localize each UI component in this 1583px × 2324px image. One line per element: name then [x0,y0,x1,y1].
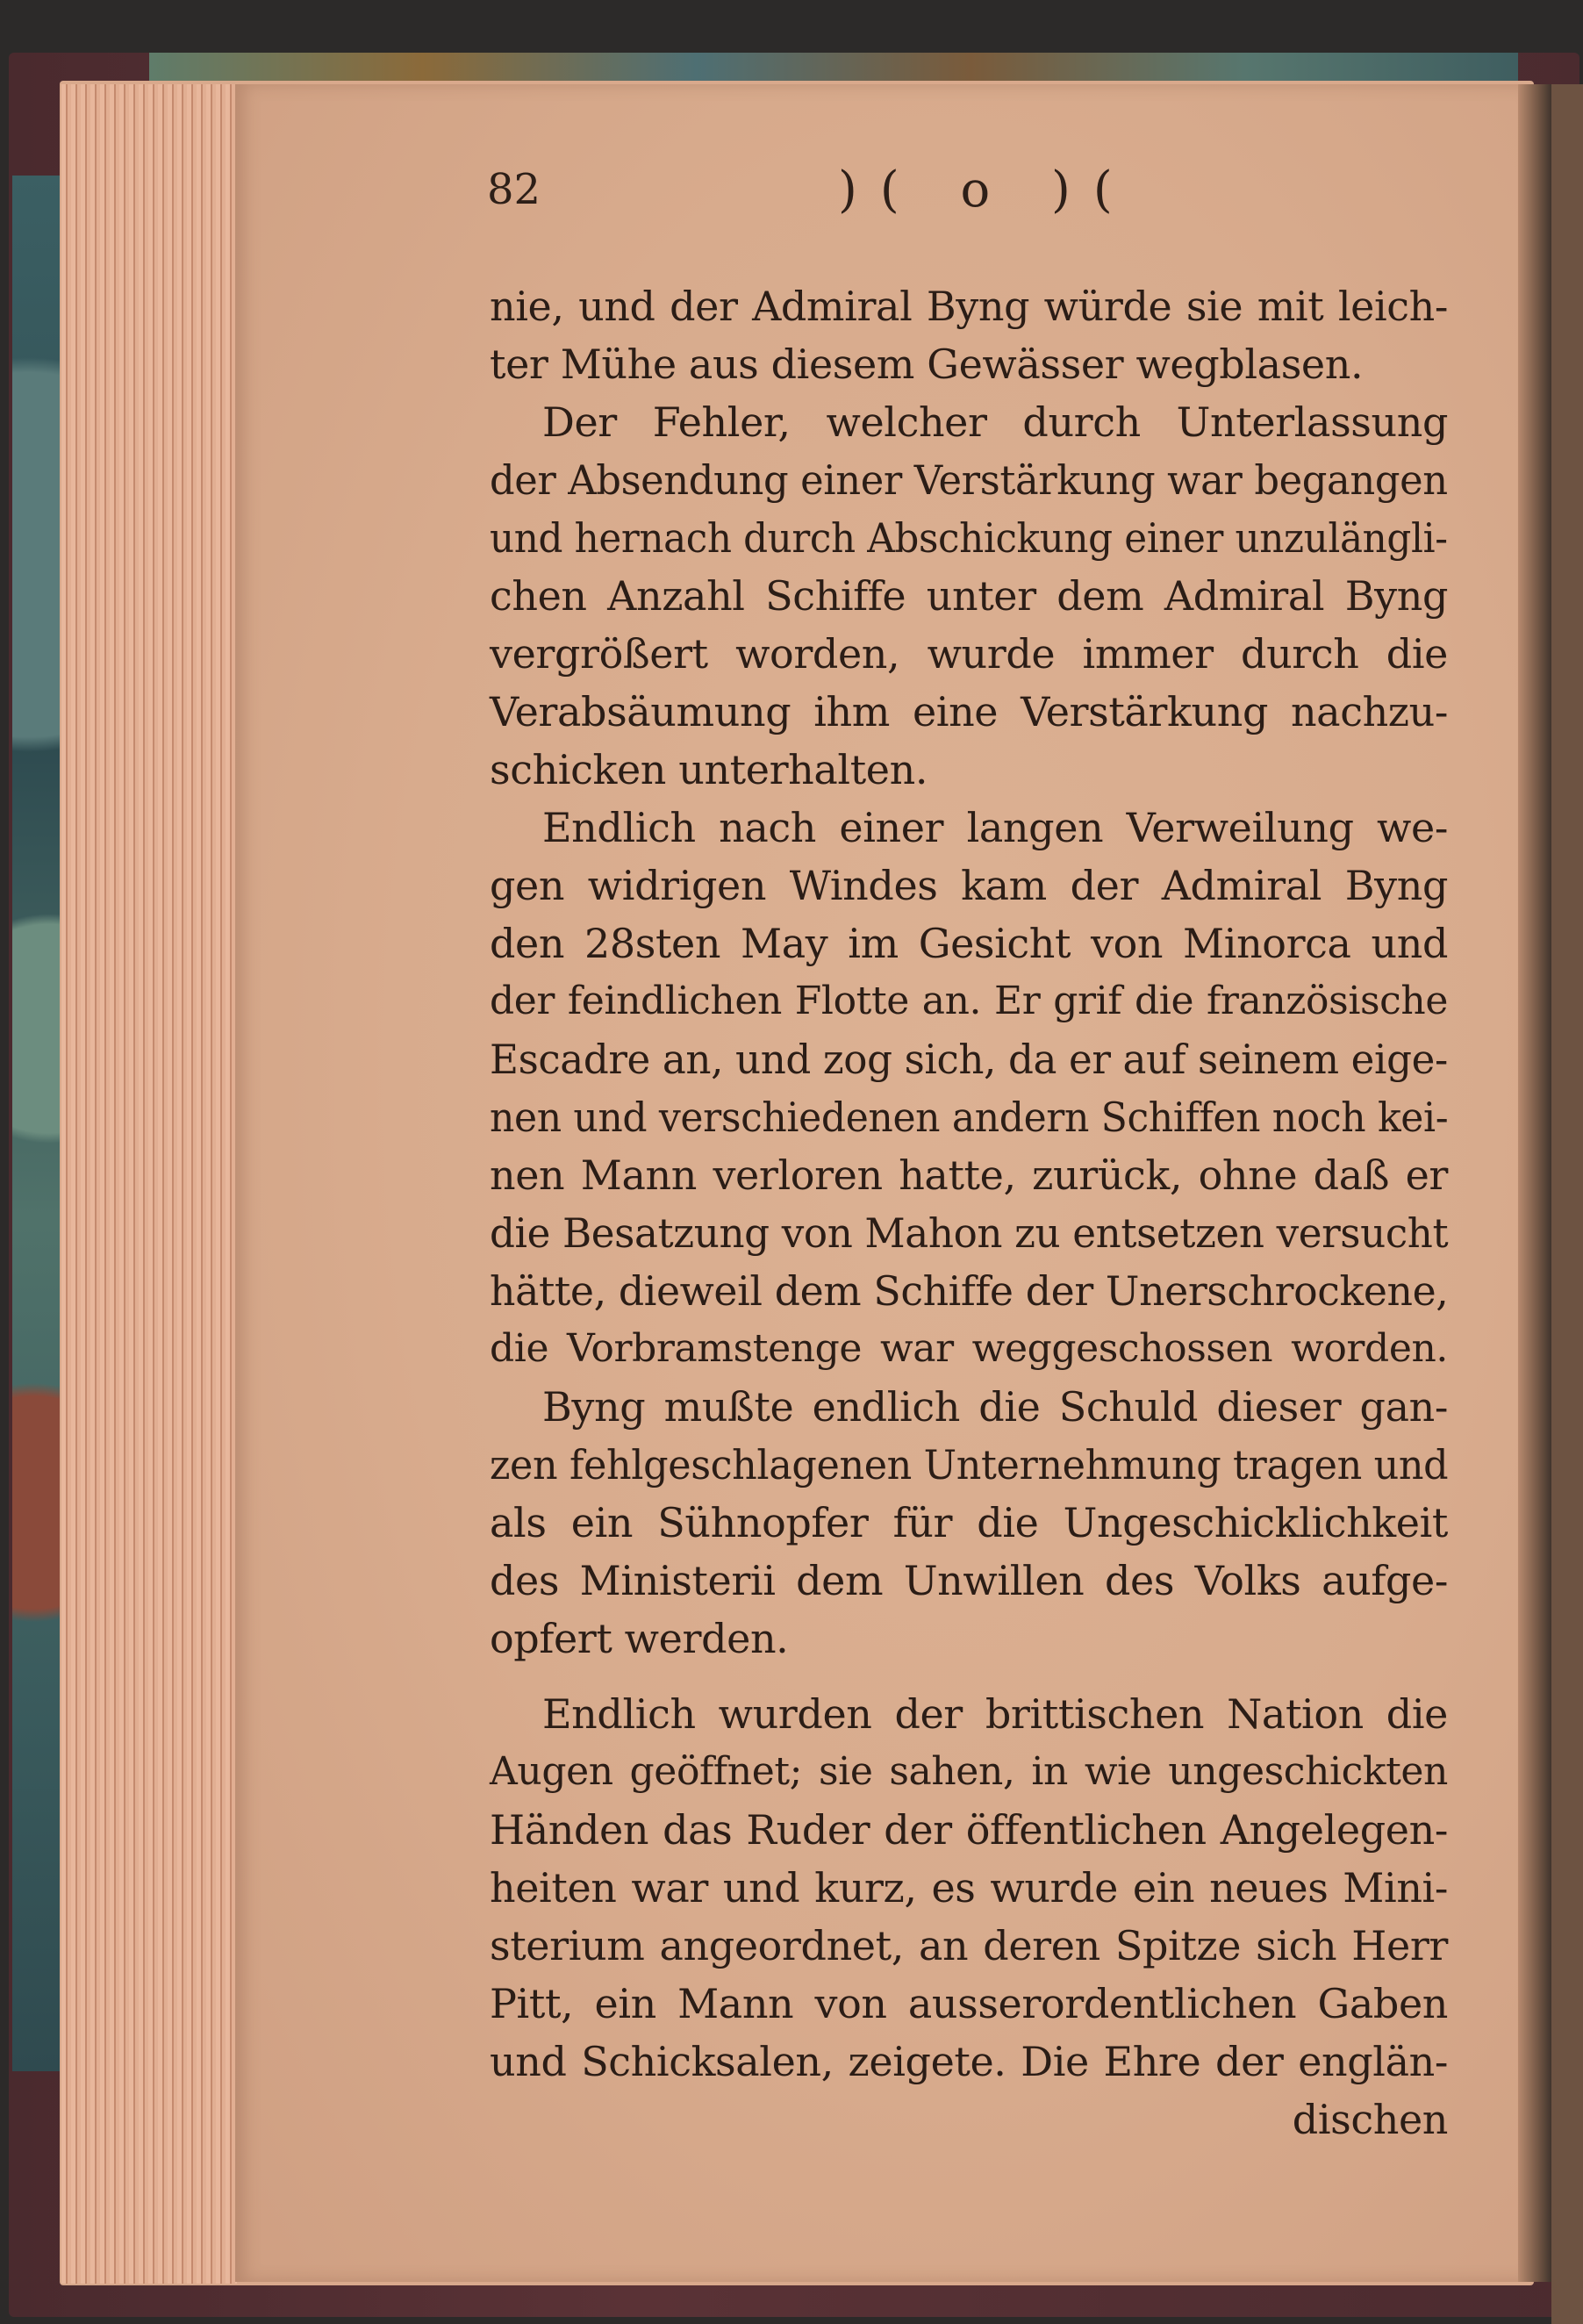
page-gutter [1518,84,1553,2282]
catchword: dischen [1292,2096,1448,2143]
text-line: Escadre an, und zog sich, da er auf seinem eige- [490,1036,1448,1083]
text-line: die Vorbramstenge war weggeschossen worden. [490,1326,1448,1371]
text-line: vergrößert worden, wurde immer durch die [490,630,1448,678]
text-line: Endlich nach einer langen Verweilung we- [542,804,1448,851]
page-number: 82 [487,165,541,214]
text-line: Verabsäumung ihm eine Verstärkung nachzu- [490,688,1448,735]
text-line: nen Mann verloren hatte, zurück, ohne daß er [490,1151,1448,1199]
facing-page-edge [1551,84,1583,2324]
page-edges [61,84,237,2284]
text-line: schicken unterhalten. [490,746,928,793]
text-line: die Besatzung von Mahon zu entsetzen versucht [490,1209,1449,1257]
text-line: nie, und der Admiral Byng würde sie mit leich- [490,283,1448,330]
text-line: des Ministerii dem Unwillen des Volks aufge- [490,1557,1448,1604]
text-line: Byng mußte endlich die Schuld dieser gan- [542,1383,1448,1431]
text-line: gen widrigen Windes kam der Admiral Byng [490,862,1448,909]
page-header [487,161,1452,226]
header-ornament: )( o )( [838,161,1135,219]
text-line: chen Anzahl Schiffe unter dem Admiral Byng [490,572,1448,620]
text-line: nen und verschiedenen andern Schiffen noch kei- [490,1094,1449,1141]
text-line: Pitt, ein Mann von ausserordentlichen Gaben [490,1980,1448,2027]
text-line: Augen geöffnet; sie sahen, in wie ungeschickten [490,1749,1448,1794]
text-line: der Absendung einer Verstärkung war begangen [490,456,1448,504]
text-line: Der Fehler, welcher durch Unterlassung [542,398,1448,446]
text-line: hätte, dieweil dem Schiffe der Unerschrockene, [490,1267,1449,1315]
text-line: und Schicksalen, zeigete. Die Ehre der englän- [490,2038,1448,2085]
text-line: heiten war und kurz, es wurde ein neues Mini- [490,1864,1448,1912]
text-line: als ein Sühnopfer für die Ungeschicklichkeit [490,1499,1448,1546]
text-line: und hernach durch Abschickung einer unzulängli- [490,514,1448,562]
text-line: zen fehlgeschlagenen Unternehmung tragen und [490,1441,1449,1488]
text-line: den 28sten May im Gesicht von Minorca und [490,920,1448,967]
text-line: Endlich wurden der brittischen Nation die [542,1690,1448,1738]
text-line: ter Mühe aus diesem Gewässer wegblasen. [490,341,1364,388]
text-line: sterium angeordnet, an deren Spitze sich Herr [490,1922,1448,1969]
text-line: opfert werden. [490,1615,789,1662]
text-line: der feindlichen Flotte an. Er grif die französische [490,979,1448,1023]
text-line: Händen das Ruder der öffentlichen Angelegen- [490,1806,1448,1854]
marbled-cover-left [12,176,65,2071]
